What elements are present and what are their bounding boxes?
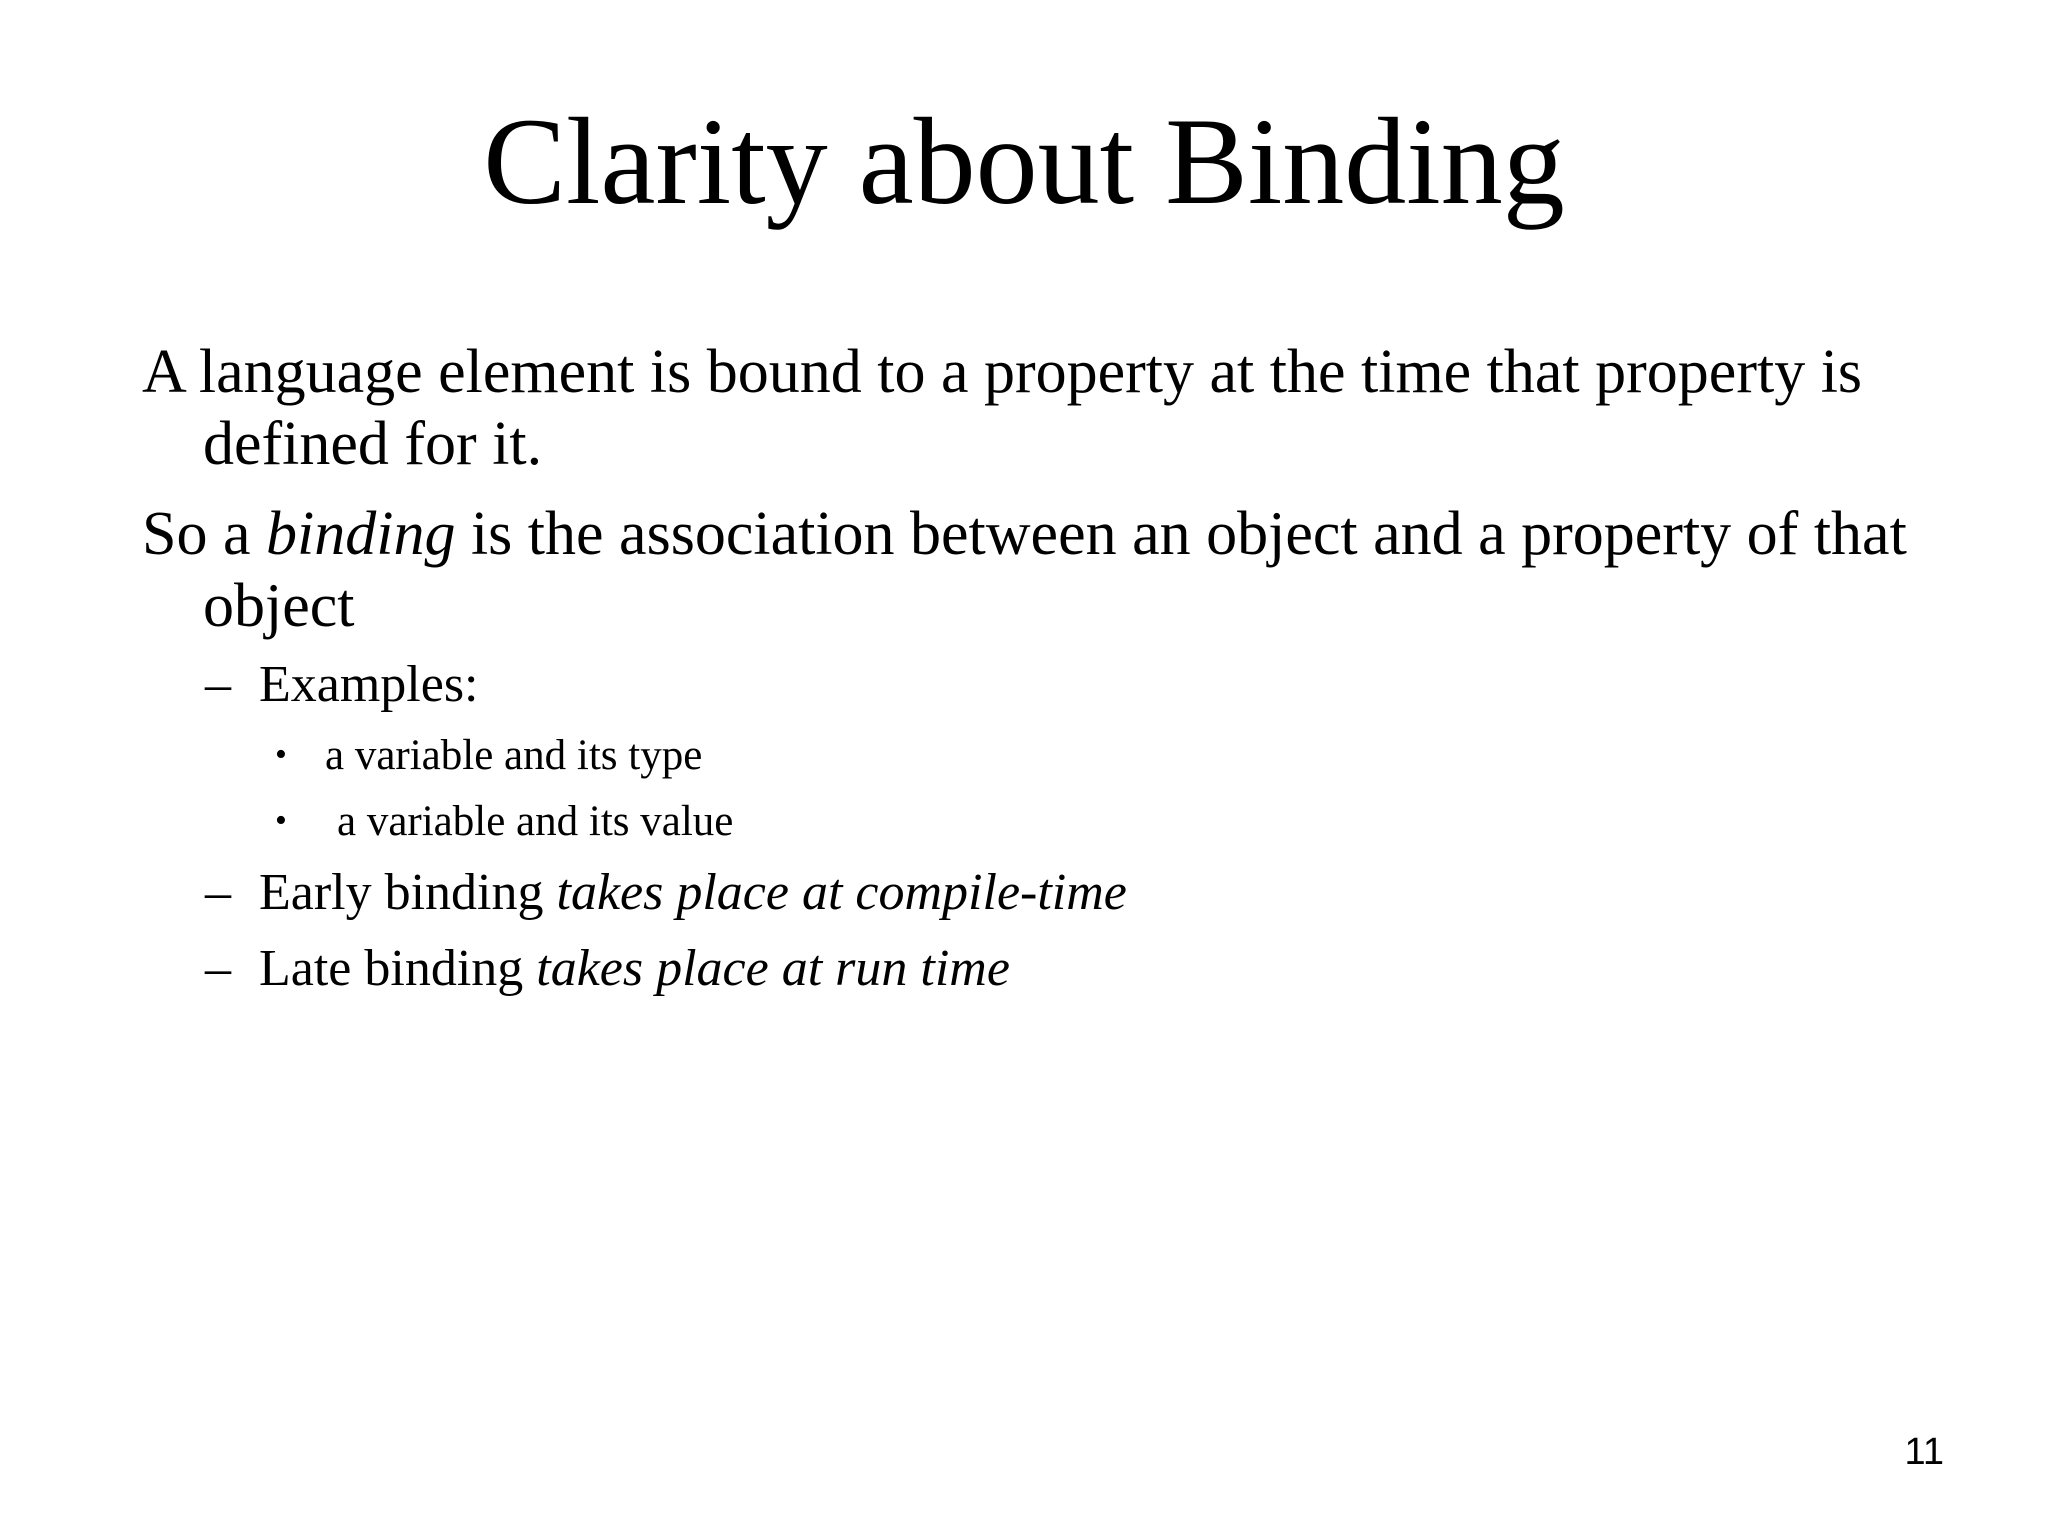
emphasis-binding: binding [266,500,456,568]
subpoint-text: Late binding [259,940,537,997]
subpoint-late-binding [205,938,1010,1000]
paragraph-bound-definition [142,336,1942,480]
page-number: 11 [1904,1431,1944,1473]
subpoint-emphasis: takes place at compile-time [556,864,1127,921]
paragraph-continuation: object [203,572,355,640]
bullet-text: a variable and its value [337,798,734,845]
bullet-text: a variable and its type [325,732,703,779]
dash-marker: – [205,864,231,921]
subpoint-label: Examples: [259,656,479,713]
dash-marker: – [205,656,231,713]
subpoint-examples [205,654,479,716]
slide-title: Clarity about Binding [483,93,1565,230]
bullet-item [275,795,733,848]
paragraph-line: A language element is bound to a property at the time that property is [142,338,1863,406]
paragraph-binding-definition [142,498,1942,642]
subpoint-early-binding [205,862,1127,924]
paragraph-continuation: defined for it. [203,410,543,478]
paragraph-prefix: So a [142,500,266,568]
paragraph-rest: is the association between an object and a property of that [455,500,1907,568]
subpoint-text: Early binding [259,864,557,921]
subpoint-emphasis: takes place at run time [536,940,1010,997]
bullet-marker: • [275,736,287,773]
bullet-marker: • [275,802,287,839]
dash-marker: – [205,940,231,997]
bullet-item [275,729,702,782]
